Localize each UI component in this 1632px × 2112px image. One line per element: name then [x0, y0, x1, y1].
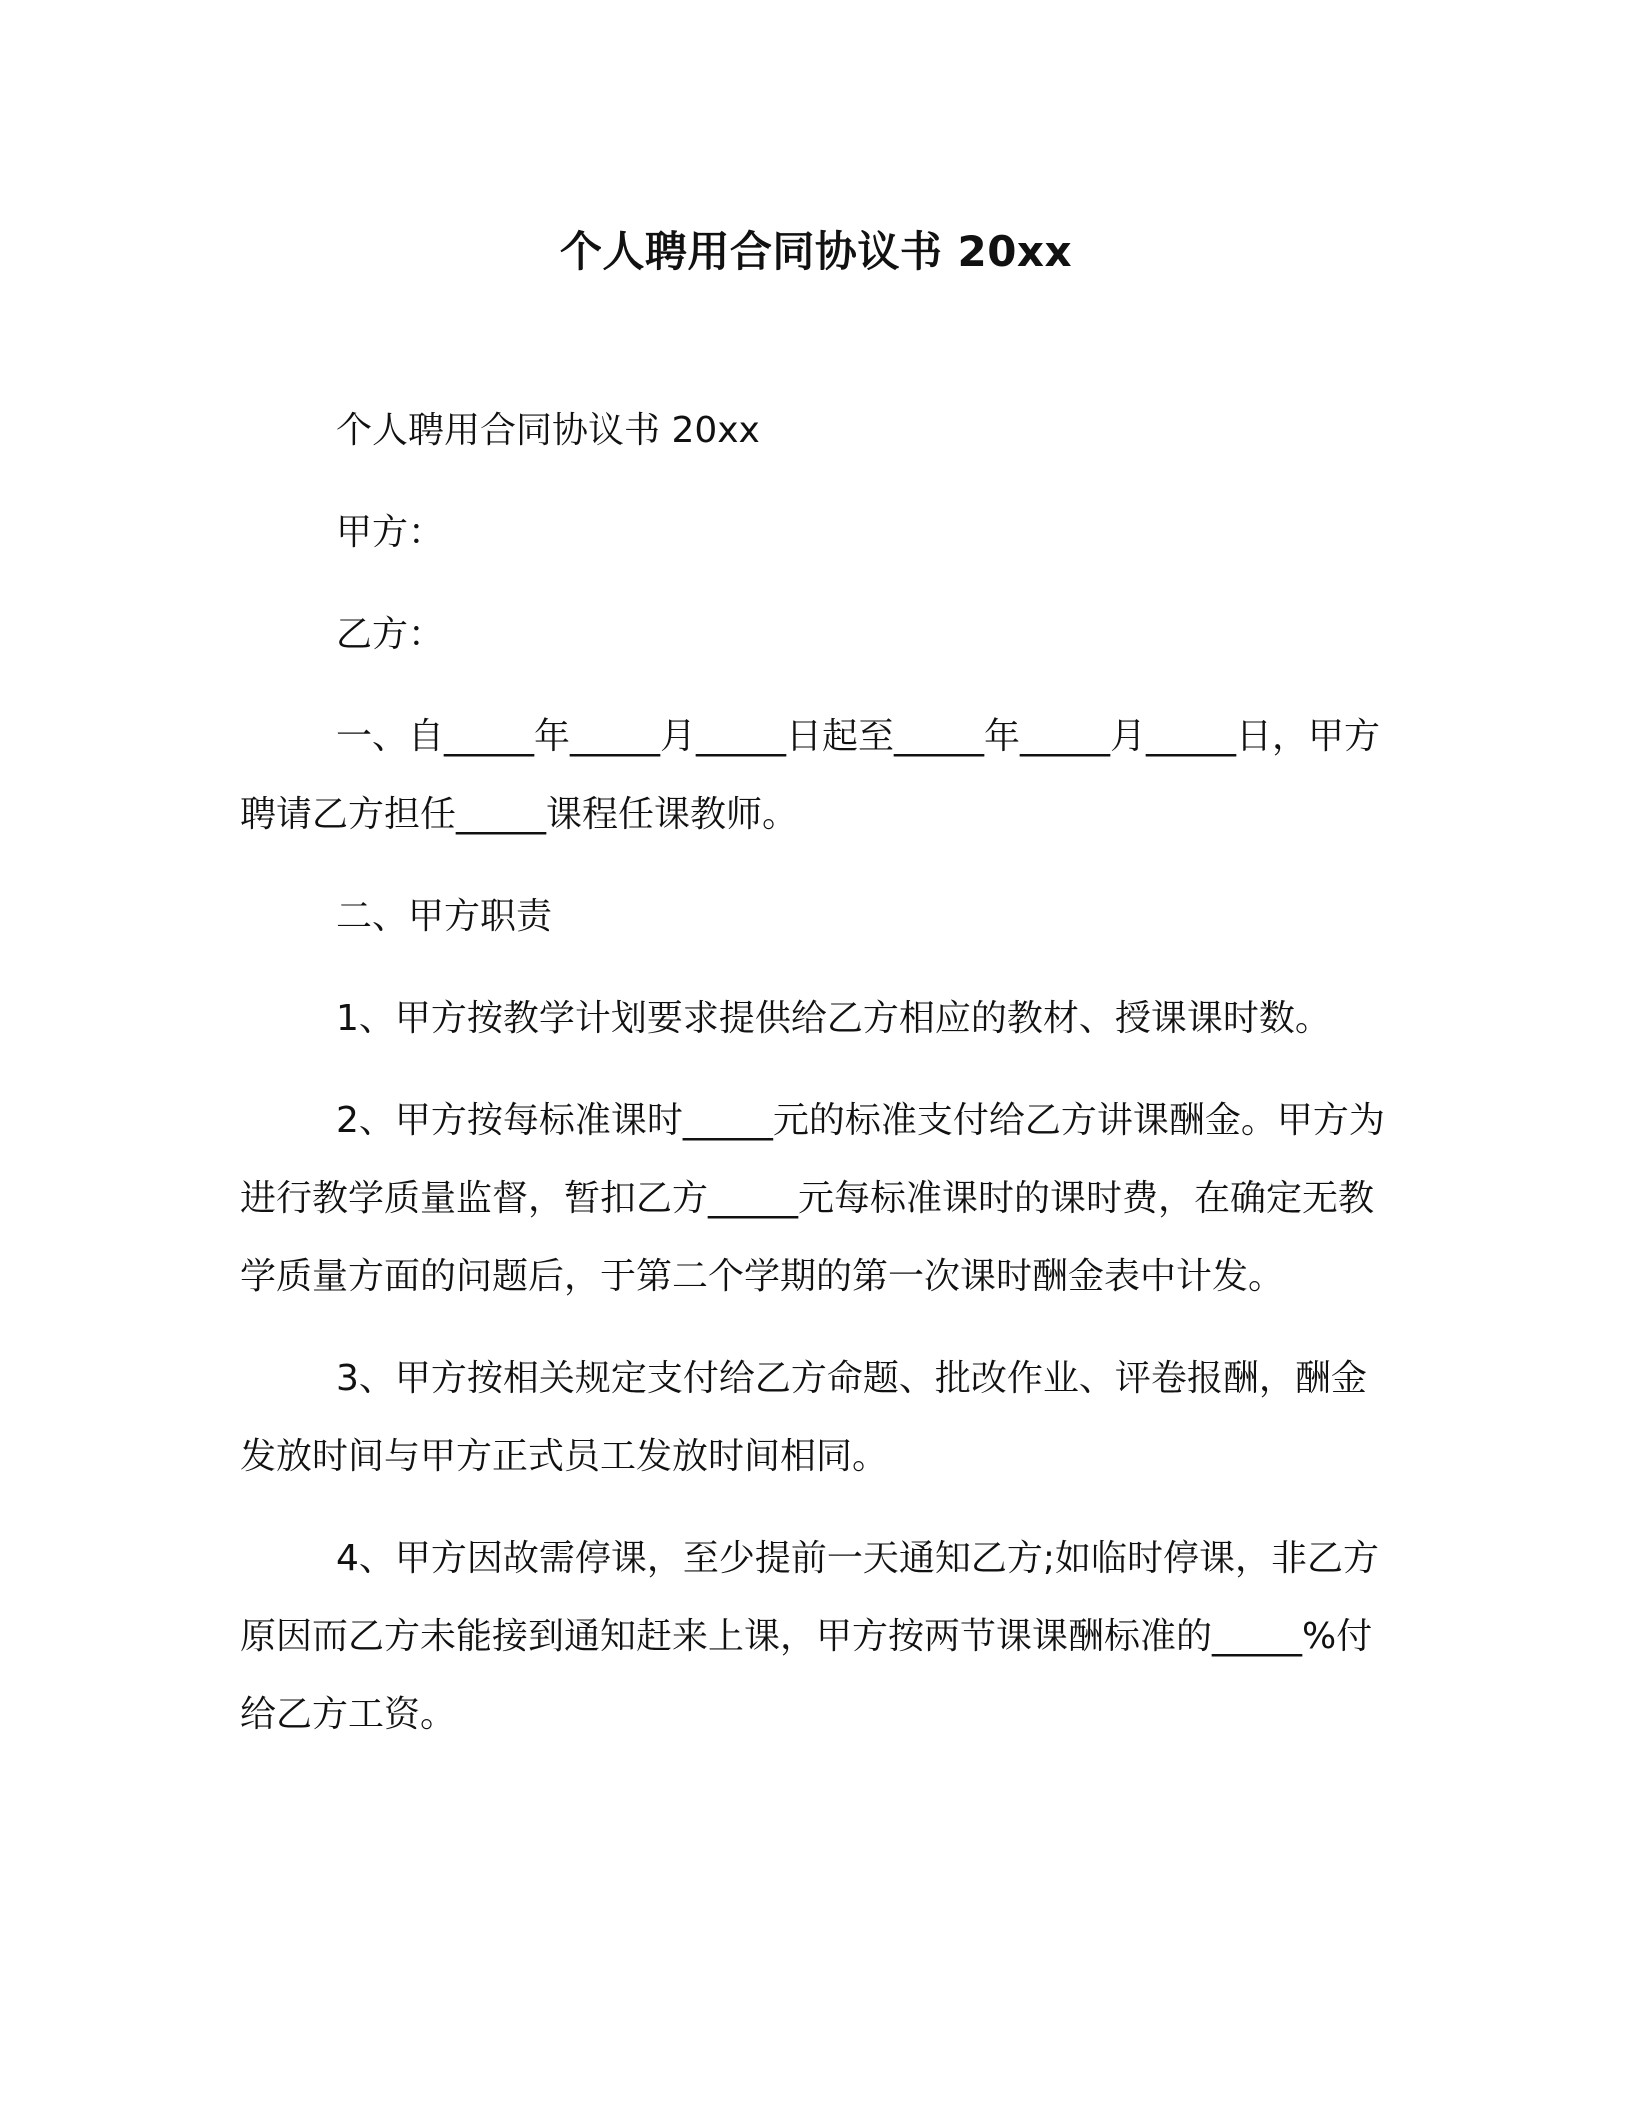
paragraph-clause-1: 1、甲方按教学计划要求提供给乙方相应的教材、授课课时数。	[336, 998, 1331, 1039]
paragraph-subtitle: 个人聘用合同协议书 20xx	[336, 410, 760, 451]
paragraph-clause-2: 2、甲方按每标准课时_____元的标准支付给乙方讲课酬金。甲方为进行教学质量监督，暂扣乙方_____元每标准课时的课时费，在确定无教学质量方面的问题后，于第二个学期的第一次课时酬金表中计发。	[240, 1100, 1385, 1297]
paragraph-section-2-heading: 二、甲方职责	[336, 896, 553, 937]
document-title: 个人聘用合同协议书 20xx	[559, 227, 1073, 276]
paragraph-clause-4: 4、甲方因故需停课，至少提前一天通知乙方;如临时停课，非乙方原因而乙方未能接到通知赶来上课，甲方按两节课课酬标准的_____%付给乙方工资。	[240, 1538, 1380, 1735]
paragraph-party-b: 乙方：	[336, 614, 445, 655]
paragraph-clause-3: 3、甲方按相关规定支付给乙方命题、批改作业、评卷报酬，酬金发放时间与甲方正式员工发放时间相同。	[240, 1358, 1367, 1477]
document-body	[240, 392, 1400, 1754]
paragraph-term: 一、自_____年_____月_____日起至_____年_____月_____日，甲方聘请乙方担任_____课程任课教师。	[240, 716, 1381, 835]
paragraph-party-a: 甲方：	[336, 512, 445, 553]
